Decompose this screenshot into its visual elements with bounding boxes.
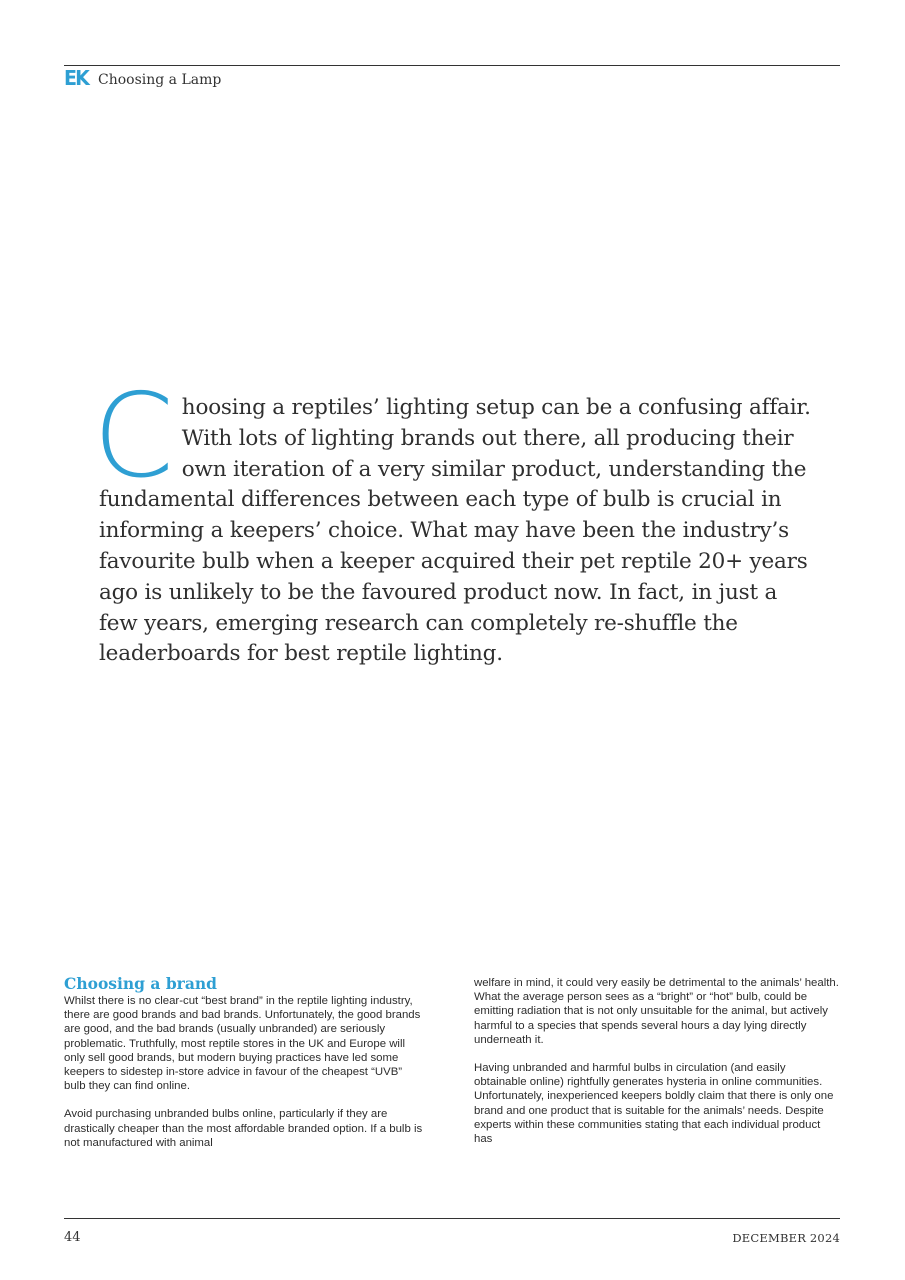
intro-paragraph (93, 369, 819, 670)
article-column-left (64, 976, 424, 1164)
drop-cap: C (93, 369, 174, 504)
page-number: 44 (64, 1230, 81, 1245)
body-paragraph: welfare in mind, it could very easily be detrimental to the animals’ health. What the average person sees as a “bright” or “hot” bulb, could be emitting radiation that is not only unsuitable for the animal, but actively harmful to a species that spends several hours a day lying directly underneath it. (474, 977, 839, 1046)
body-paragraph: Whilst there is no clear-cut “best brand” in the reptile lighting industry, there are good brands and bad brands. Unfortunately, the good brands are good, and the bad brands (usually unbranded) are seriously problematic. Truthfully, most reptile stores in the UK and Europe will only sell good brands, but modern buying practices have led some keepers to sidestep in-store advice in favour of the cheapest “UVB” bulb they can find online. (64, 995, 421, 1093)
section-title: Choosing a Lamp (98, 72, 222, 88)
section-heading: Choosing a brand (64, 974, 217, 993)
header-rule (64, 65, 840, 66)
footer-rule (64, 1218, 840, 1219)
body-paragraph: Avoid purchasing unbranded bulbs online, particularly if they are drastically cheaper than the most affordable branded option. If a bulb is not manufactured with animal (64, 1108, 423, 1149)
magazine-logo: EK (64, 66, 88, 90)
issue-date: DECEMBER 2024 (732, 1231, 840, 1245)
body-paragraph: Having unbranded and harmful bulbs in circulation (and easily obtainable online) rightfully generates hysteria in online communities. Unfortunately, inexperienced keepers boldly claim that there is only one brand and one product that is suitable for the animals’ needs. Despite experts within these communities stating that each individual product has (474, 1062, 834, 1146)
intro-text: hoosing a reptiles’ lighting setup can be a confusing affair. With lots of lighting brands out there, all producing their own iteration of a very similar product, understanding the fundamental differences between each type of bulb is crucial in informing a keepers’ choice. What may have been the industry’s favourite bulb when a keeper acquired their pet reptile 20+ years ago is unlikely to be the favoured product now. In fact, in just a few years, emerging research can completely re-shuffle the leaderboards for best reptile lighting. (99, 395, 811, 667)
article-column-right (474, 976, 840, 1160)
